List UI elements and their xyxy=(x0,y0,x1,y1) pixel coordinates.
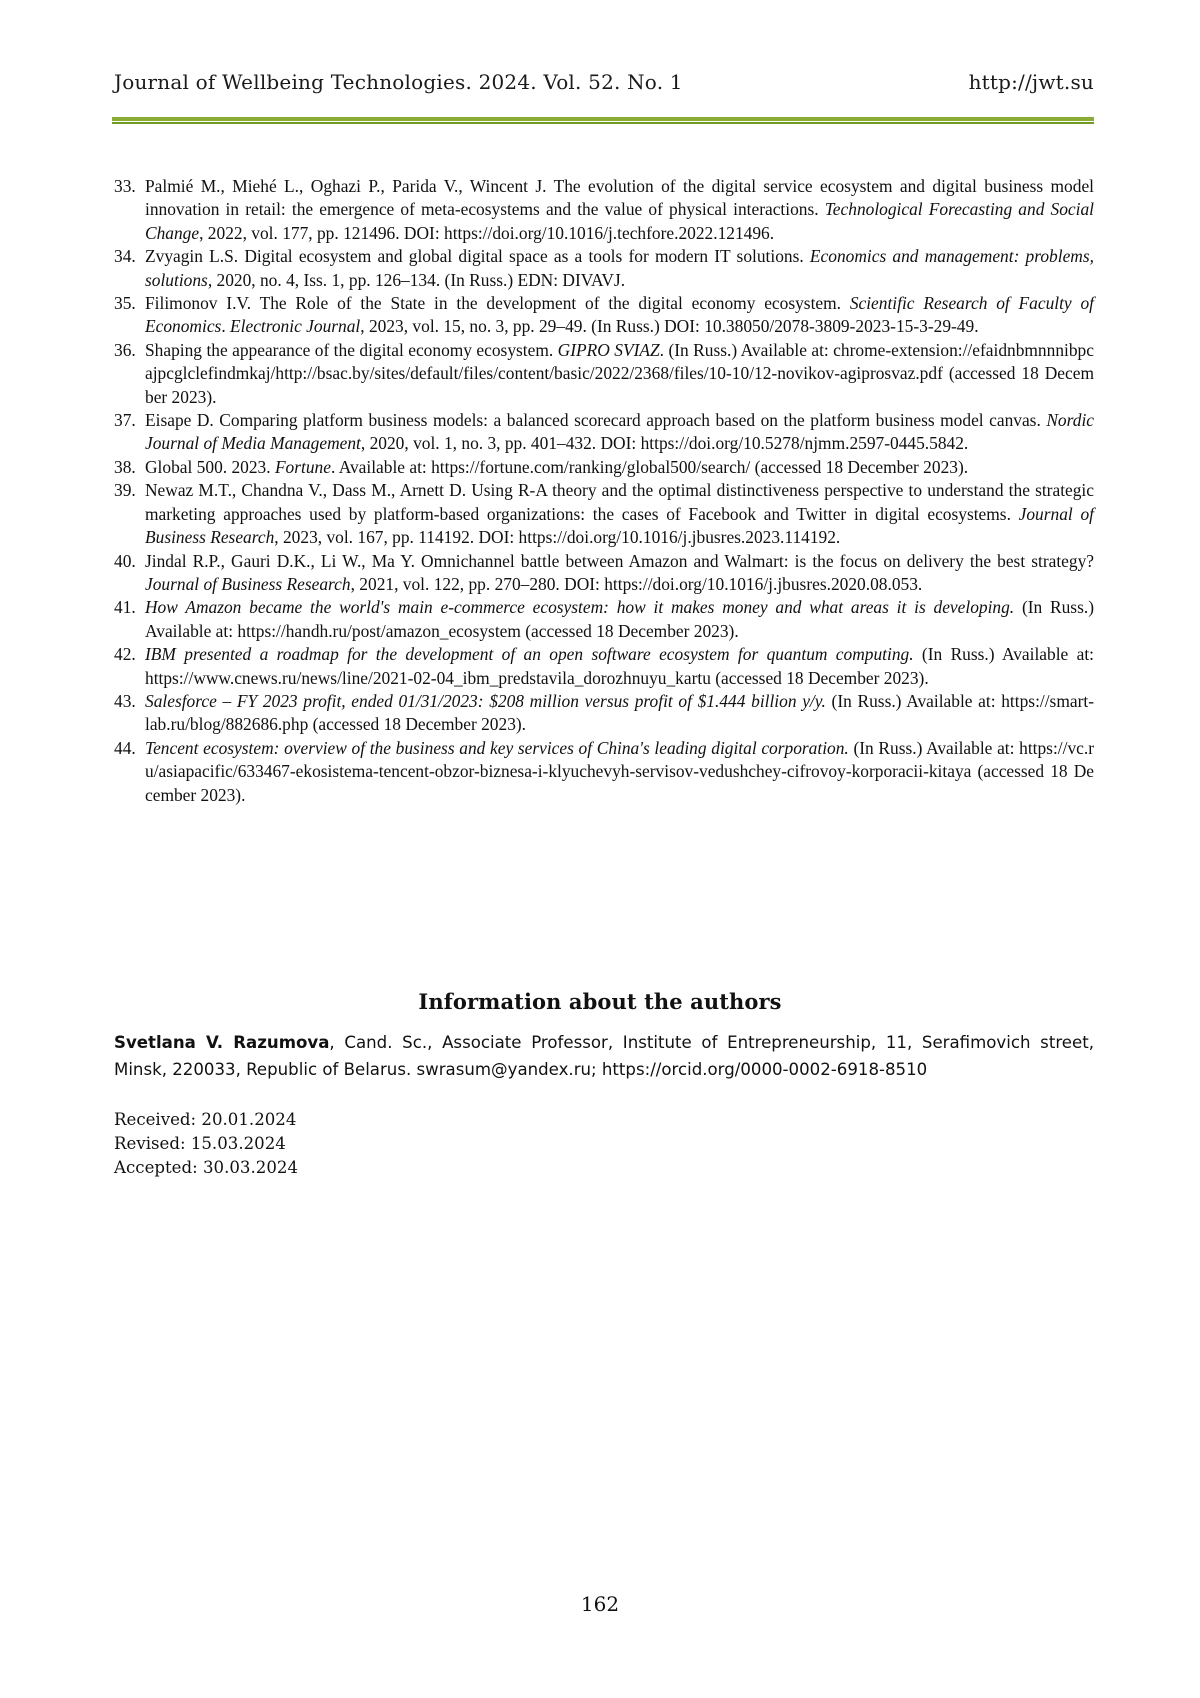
header-rule xyxy=(112,117,1094,121)
author-info xyxy=(114,1029,1094,1083)
reference-source: Electronic Journal xyxy=(230,316,361,337)
page-header xyxy=(114,70,1094,110)
reference-source: Salesforce – FY 2023 profit, ended 01/31/2023: $208 million versus profit of $1.444 billion y/y. xyxy=(145,690,826,711)
reference-source: Scientific Research of Faculty of Economics xyxy=(145,293,1094,337)
journal-url[interactable]: http://jwt.su xyxy=(968,70,1094,94)
reference-text: , 2022, vol. 177, pp. 121496. DOI: https://doi.org/10.1016/j.techfore.2022.121496. xyxy=(199,222,775,243)
header-rule-lower xyxy=(112,122,1094,124)
reference-text: . (In Russ.) Available at: chrome-extension://efaidnbmnnnibpcajpcglclefindmkaj/http://bsac.by/sites/default/files/content/basic/2022/2368/files/10-10/12-novikov-agiprosvaz.pdf (accessed 18 December 2023). xyxy=(145,339,1094,407)
reference-text: Filimonov I.V. The Role of the State in the development of the digital economy ecosystem. xyxy=(145,293,850,314)
accepted-date: Accepted: 30.03.2024 xyxy=(114,1158,298,1177)
reference-number: 34. xyxy=(114,246,136,267)
reference-source: Journal of Business Research xyxy=(145,503,1094,548)
reference-item xyxy=(114,479,1094,549)
reference-text: Eisape D. Comparing platform business models: a balanced scorecard approach based on the platform business model canvas. xyxy=(145,410,1047,431)
reference-item xyxy=(114,339,1094,409)
reference-text: , 2023, vol. 167, pp. 114192. DOI: https://doi.org/10.1016/j.jbusres.2023.114192. xyxy=(274,527,841,548)
reference-item xyxy=(114,456,1094,479)
reference-text: (In Russ.) Available at: https://www.cnews.ru/news/line/2021-02-04_ibm_predstavila_dorozhnuyu_kartu (accessed 18 December 2023). xyxy=(145,644,1094,688)
reference-source: Nordic Journal of Media Management xyxy=(145,410,1094,454)
reference-number: 40. xyxy=(114,550,136,571)
page-number: 162 xyxy=(580,1592,620,1616)
reference-text: Jindal R.P., Gauri D.K., Li W., Ma Y. Omnichannel battle between Amazon and Walmart: is the focus on delivery the best strategy? xyxy=(145,550,1094,571)
reference-text: , 2020, no. 4, Iss. 1, pp. 126–134. (In Russ.) EDN: DIVAVJ. xyxy=(207,269,626,290)
reference-source: Journal of Business Research xyxy=(145,573,351,594)
reference-item xyxy=(114,596,1094,643)
reference-item xyxy=(114,643,1094,690)
reference-text: , 2020, vol. 1, no. 3, pp. 401–432. DOI: https://doi.org/10.5278/njmm.2597-0445.5842. xyxy=(360,433,969,454)
reference-number: 42. xyxy=(114,644,136,665)
reference-text: Global 500. 2023. xyxy=(145,456,275,477)
reference-number: 39. xyxy=(114,480,136,501)
authors-heading: Information about the authors xyxy=(418,989,782,1014)
reference-source: How Amazon became the world's main e-commerce ecosystem: how it makes money and what areas it is developing. xyxy=(145,597,1015,618)
reference-source: Technological Forecasting and Social Change xyxy=(145,199,1095,243)
article-dates xyxy=(114,1108,298,1180)
reference-text: (In Russ.) Available at: https://smart-lab.ru/blog/882686.php (accessed 18 December 2023). xyxy=(145,690,1094,735)
reference-text: Newaz M.T., Chandna V., Dass M., Arnett D. Using R-A theory and the optimal distinctiveness perspective to understand the strategic marketing approaches used by platform-based organizations: the cases of Facebook and Twitter in digital ecosystems. xyxy=(145,480,1094,524)
received-date: Received: 20.01.2024 xyxy=(114,1110,297,1129)
reference-text: . xyxy=(221,316,231,337)
reference-number: 38. xyxy=(114,456,136,477)
reference-text: Zvyagin L.S. Digital ecosystem and global digital space as a tools for modern IT solutions. xyxy=(145,246,810,267)
reference-item xyxy=(114,737,1094,807)
reference-list xyxy=(114,175,1094,807)
reference-source: GIPRO SVIAZ xyxy=(557,339,660,360)
reference-text: , 2023, vol. 15, no. 3, pp. 29–49. (In Russ.) DOI: 10.38050/2078-3809-2023-15-3-29-49. xyxy=(360,316,979,337)
reference-item xyxy=(114,245,1094,292)
author-name: Svetlana V. Razumova xyxy=(114,1033,330,1052)
reference-source: Tencent ecosystem: overview of the business and key services of China's leading digital corporation. xyxy=(145,737,849,758)
reference-number: 36. xyxy=(114,339,136,360)
reference-text: . Available at: https://fortune.com/ranking/global500/search/ (accessed 18 December 2023). xyxy=(330,456,969,477)
reference-source: IBM presented a roadmap for the development of an open software ecosystem for quantum computing. xyxy=(145,644,914,665)
reference-number: 41. xyxy=(114,597,136,618)
reference-source: Fortune xyxy=(274,456,331,477)
reference-number: 44. xyxy=(114,737,136,758)
reference-item xyxy=(114,292,1094,339)
author-details: , Cand. Sc., Associate Professor, Institute of Entrepreneurship, 11, Serafimovich street, Minsk, 220033, Republic of Belarus. swrasum@yandex.ru; https://orcid.org/0000-0002-6918-8510 xyxy=(114,1033,1094,1079)
reference-text: Palmié M., Miehé L., Oghazi P., Parida V., Wincent J. The evolution of the digital service ecosystem and digital business model innovation in retail: the emergence of meta-ecosystems and the value of physical interactions. xyxy=(145,176,1094,220)
reference-item xyxy=(114,550,1094,597)
revised-date: Revised: 15.03.2024 xyxy=(114,1134,286,1153)
reference-number: 37. xyxy=(114,410,136,431)
reference-text: , 2021, vol. 122, pp. 270–280. DOI: https://doi.org/10.1016/j.jbusres.2020.08.053. xyxy=(350,573,923,594)
journal-title: Journal of Wellbeing Technologies. 2024. Vol. 52. No. 1 xyxy=(114,70,683,94)
reference-number: 33. xyxy=(114,176,136,196)
reference-text: (In Russ.) Available at: https://vc.ru/asiapacific/633467-ekosistema-tencent-obzor-biznesa-i-klyuchevyh-servisov-vedushchey-cifrovoy-korporacii-kitaya (accessed 18 December 2023). xyxy=(145,737,1094,805)
reference-text: (In Russ.) Available at: https://handh.ru/post/amazon_ecosystem (accessed 18 December 2023). xyxy=(145,597,1094,641)
reference-text: Shaping the appearance of the digital economy ecosystem. xyxy=(145,339,558,360)
reference-source: Economics and management: problems, solutions xyxy=(145,246,1094,290)
reference-item xyxy=(114,409,1094,456)
reference-item xyxy=(114,175,1094,245)
reference-item xyxy=(114,690,1094,737)
reference-number: 35. xyxy=(114,293,136,314)
reference-number: 43. xyxy=(114,690,136,711)
